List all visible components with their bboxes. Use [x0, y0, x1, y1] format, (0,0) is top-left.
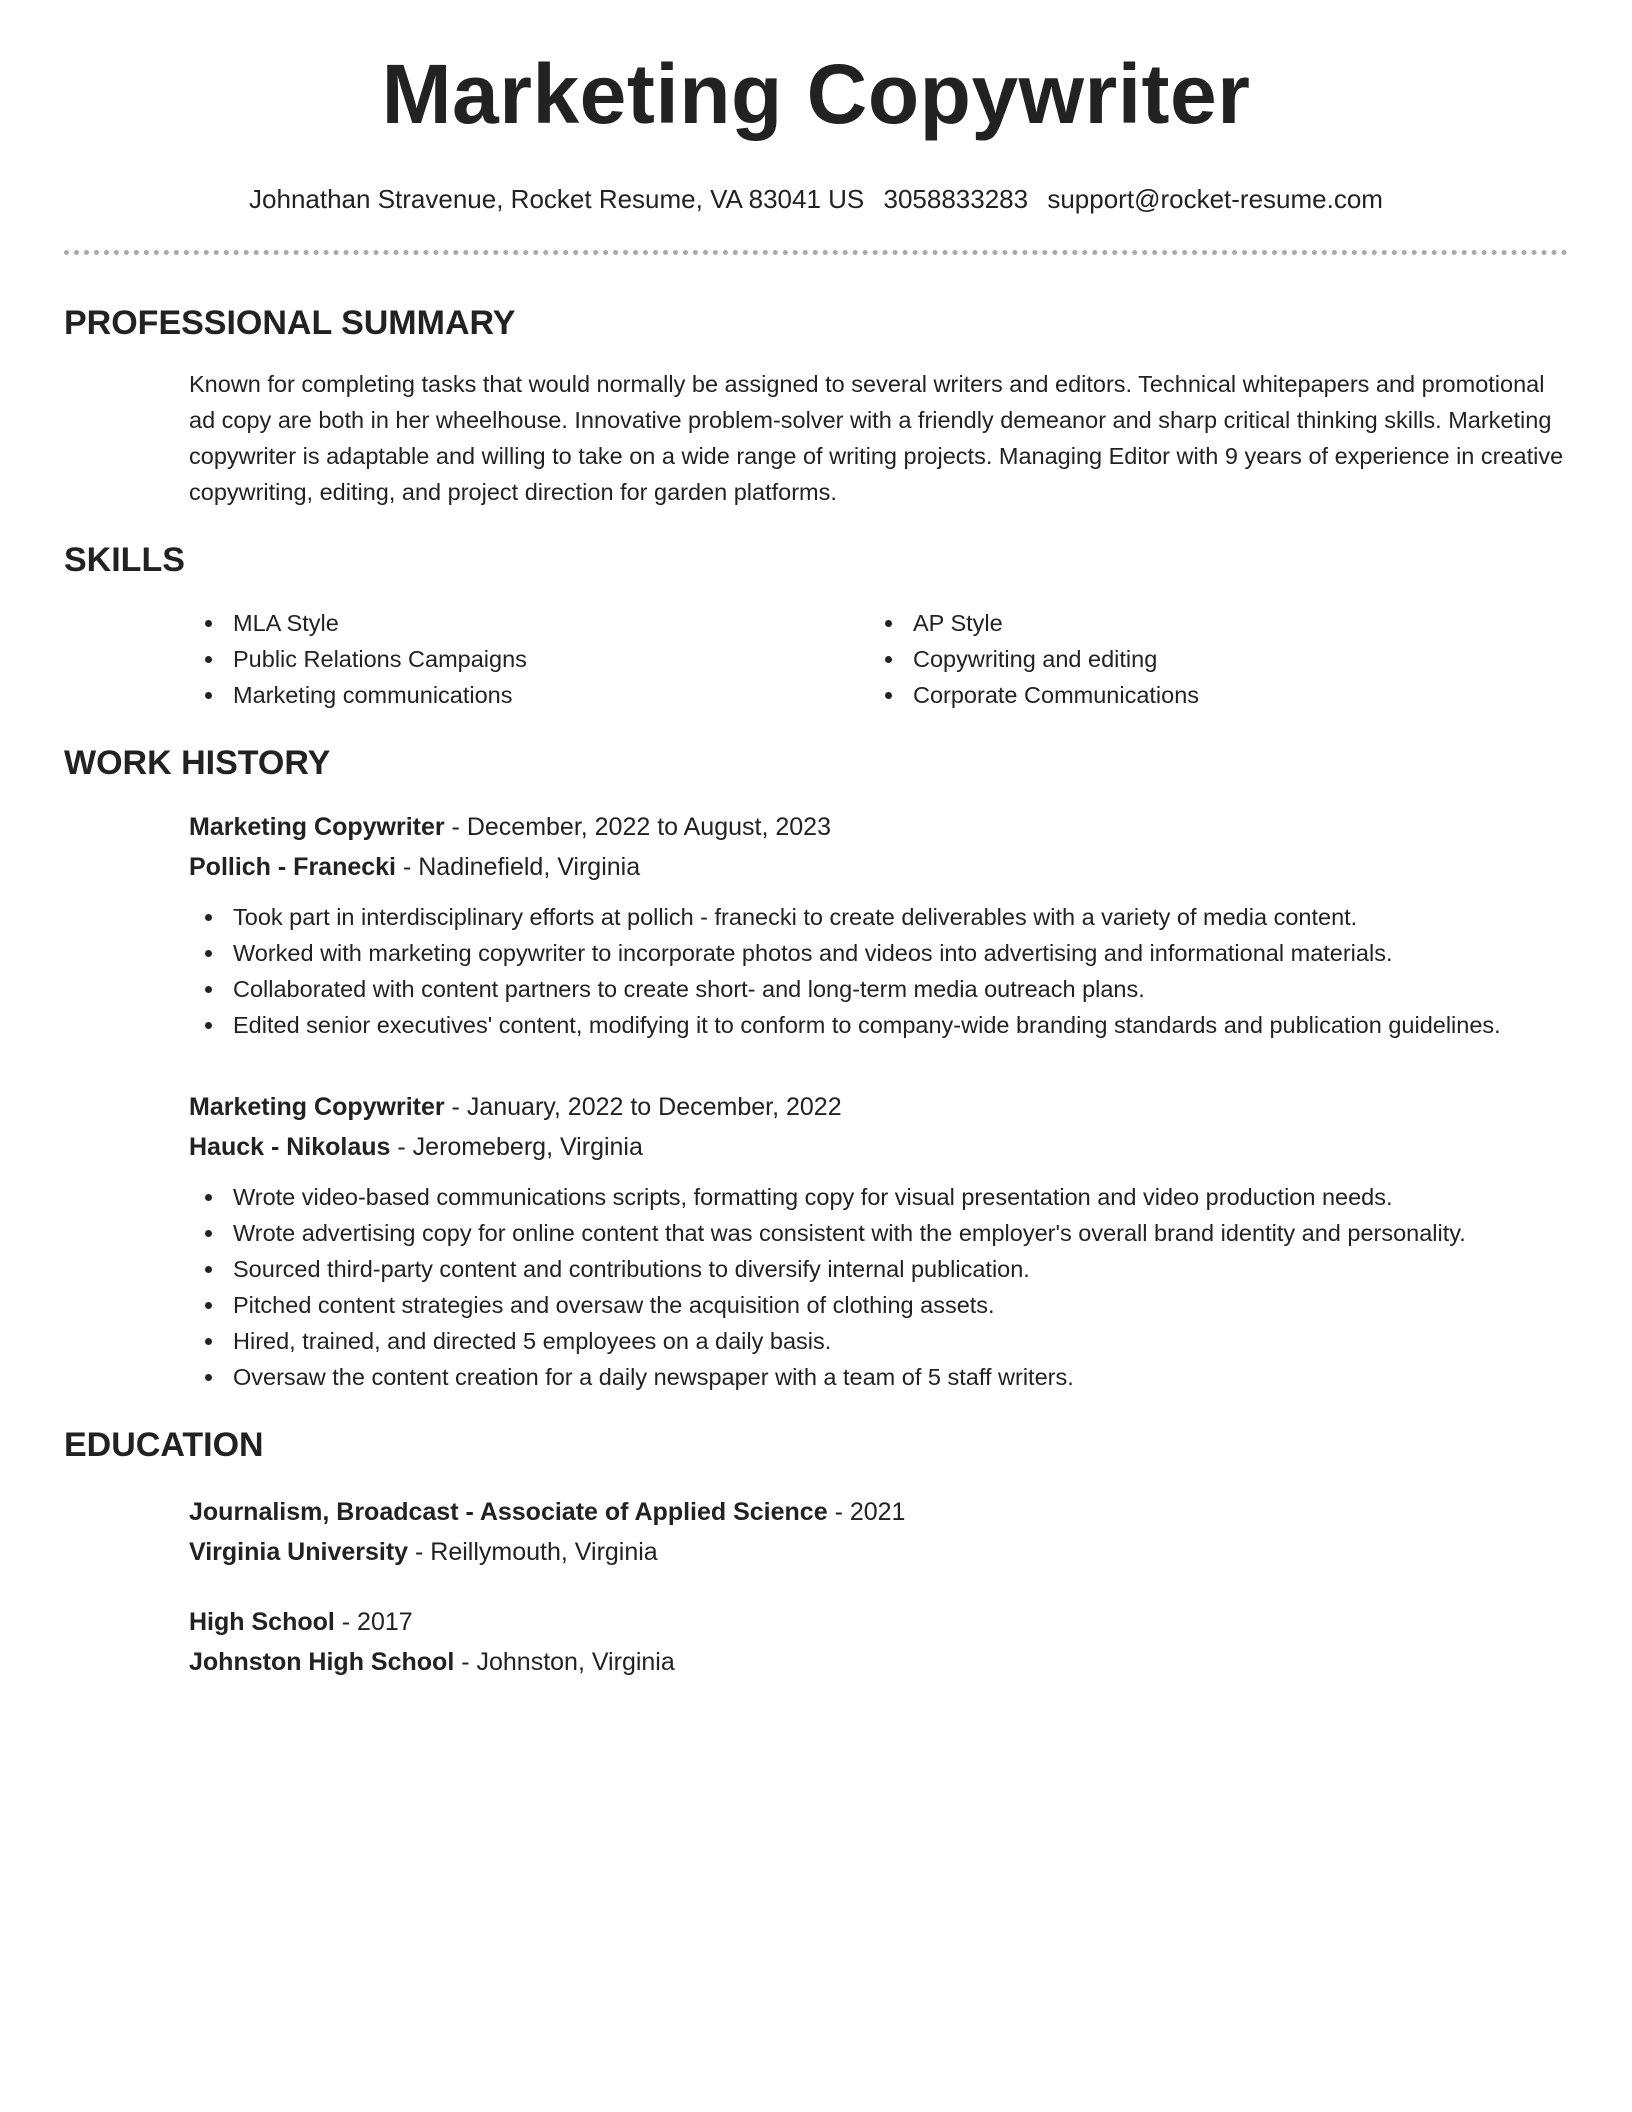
section-title-summary: PROFESSIONAL SUMMARY	[64, 304, 516, 342]
job-bullet: Sourced third-party content and contributions to diversify internal publication.	[189, 1251, 1568, 1287]
skill-item: Copywriting and editing	[869, 641, 1549, 677]
skill-item: MLA Style	[189, 605, 869, 641]
work-history-section	[64, 807, 1568, 1395]
job-company: Hauck - Nikolaus	[189, 1133, 391, 1162]
education-degree: Journalism, Broadcast - Associate of Applied Science	[189, 1498, 828, 1527]
contact-line	[64, 184, 1568, 218]
job-location: - Nadinefield, Virginia	[396, 853, 641, 882]
job-entry	[189, 1087, 1568, 1395]
summary-text: Known for completing tasks that would normally be assigned to several writers and editors. Technical whitepapers and promotional ad copy are both in her wheelhouse. Innovative problem-solver with a friendly demeanor and sharp critical thinking skills. Marketing copywriter is adaptable and willing to take on a wide range of writing projects. Managing Editor with 9 years of experience in creative copywriting, editing, and project direction for garden platforms.	[189, 370, 1564, 505]
skills-grid	[189, 605, 1568, 713]
skills-column-left	[189, 605, 869, 713]
contact-email[interactable]: support@rocket-resume.com	[1047, 184, 1383, 214]
education-location: - Johnston, Virginia	[454, 1648, 675, 1677]
education-degree-line	[189, 1492, 1568, 1532]
education-school-line	[189, 1642, 1568, 1682]
job-bullet: Pitched content strategies and oversaw the acquisition of clothing assets.	[189, 1287, 1568, 1323]
education-entry	[189, 1602, 1568, 1682]
candidate-name: Marketing Copywriter	[381, 47, 1251, 141]
job-company-line	[189, 1127, 1568, 1167]
education-degree-line	[189, 1602, 1568, 1642]
education-school-line	[189, 1532, 1568, 1572]
job-company: Pollich - Franecki	[189, 853, 397, 882]
job-bullet: Wrote video-based communications scripts, formatting copy for visual presentation and video production needs.	[189, 1179, 1568, 1215]
education-school: Johnston High School	[189, 1648, 455, 1677]
contact-address: Johnathan Stravenue, Rocket Resume, VA 83041 US	[249, 184, 865, 214]
job-dates: - January, 2022 to December, 2022	[444, 1093, 842, 1122]
education-location: - Reillymouth, Virginia	[408, 1538, 658, 1567]
skill-item: Corporate Communications	[869, 677, 1549, 713]
job-role: Marketing Copywriter	[189, 1093, 445, 1122]
education-degree: High School	[189, 1608, 335, 1637]
education-section	[64, 1492, 1568, 1682]
skill-item: AP Style	[869, 605, 1549, 641]
job-bullet: Wrote advertising copy for online content that was consistent with the employer's overall brand identity and personality.	[189, 1215, 1568, 1251]
job-bullet: Took part in interdisciplinary efforts at pollich - franecki to create deliverables with a variety of media content.	[189, 899, 1568, 935]
education-year: - 2021	[827, 1498, 906, 1527]
header-divider	[64, 250, 1568, 255]
skill-item: Public Relations Campaigns	[189, 641, 869, 677]
section-title-skills: SKILLS	[64, 540, 185, 579]
job-bullets	[189, 1179, 1568, 1395]
job-bullets	[189, 899, 1568, 1043]
job-bullet: Edited senior executives' content, modifying it to conform to company-wide branding standards and publication guidelines.	[189, 1007, 1568, 1043]
job-title-line	[189, 807, 1568, 847]
job-bullet: Oversaw the content creation for a daily newspaper with a team of 5 staff writers.	[189, 1359, 1568, 1395]
contact-phone: 3058833283	[883, 184, 1029, 214]
job-title-line	[189, 1087, 1568, 1127]
skills-section	[64, 605, 1568, 713]
education-year: - 2017	[334, 1608, 413, 1637]
education-school: Virginia University	[189, 1538, 409, 1567]
job-bullet: Worked with marketing copywriter to incorporate photos and videos into advertising and informational materials.	[189, 935, 1568, 971]
job-bullet: Hired, trained, and directed 5 employees on a daily basis.	[189, 1323, 1568, 1359]
job-location: - Jeromeberg, Virginia	[390, 1133, 643, 1162]
job-dates: - December, 2022 to August, 2023	[444, 813, 831, 842]
job-company-line	[189, 847, 1568, 887]
job-role: Marketing Copywriter	[189, 813, 445, 842]
education-entry	[189, 1492, 1568, 1572]
summary-section	[64, 366, 1568, 510]
skills-column-right	[869, 605, 1549, 713]
skill-item: Marketing communications	[189, 677, 869, 713]
section-title-education: EDUCATION	[64, 1426, 264, 1465]
resume-page	[64, 0, 1568, 1682]
job-bullet: Collaborated with content partners to create short- and long-term media outreach plans.	[189, 971, 1568, 1007]
job-entry	[189, 807, 1568, 1043]
section-title-work-history: WORK HISTORY	[64, 743, 331, 782]
